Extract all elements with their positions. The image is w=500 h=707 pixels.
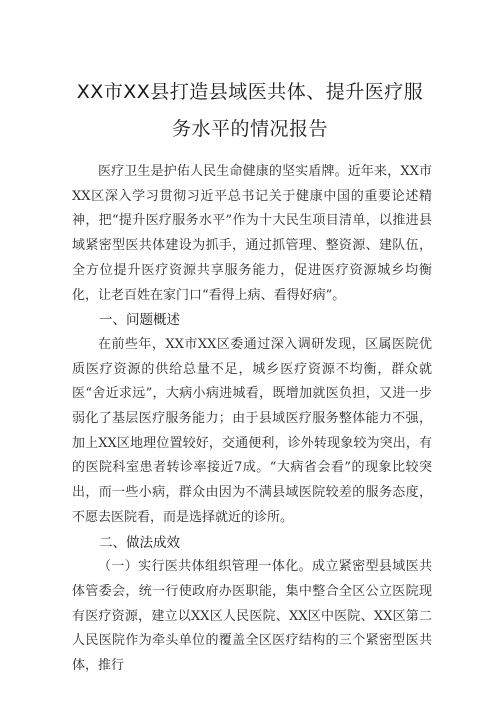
section-1-heading: 一、问题概述 <box>99 312 180 329</box>
document-title-line-1: XX市XX县打造县域医共体、提升医疗服 <box>76 81 424 103</box>
section-2-paragraph: （一）实行医共体组织管理一体化。成立紧密型县域医共体管委会，统一行使政府办医职能，集中整合全区公立医院现有医疗资源，建立以XX区人民医院、XX区中医院、XX区第二人民医院作为牵头单位的覆盖全区医疗结构的三个紧密型医共体，推行 <box>72 559 432 674</box>
document-title-line-2: 务水平的情况报告 <box>171 118 328 140</box>
document-body <box>72 160 432 679</box>
intro-paragraph: 医疗卫生是护佑人民生命健康的坚实盾牌。近年来，XX市XX区深入学习贯彻习近平总书记关于健康中国的重要论述精神，把“提升医疗服务水平”作为十大民生项目清单，以推进县域紧密型医共体建设为抓手，通过抓管理、整资源、建队伍，全方位提升医疗资源共享服务能力，促进医疗资源城乡均衡化，让老百姓在家门口“看得上病、看得好病”。 <box>72 164 432 303</box>
section-1-paragraph: 在前些年，XX市XX区委通过深入调研发现，区属医院优质医疗资源的供给总量不足，城乡医疗资源不均衡，群众就医“舍近求远”，大病小病进城看，既增加就医负担，又进一步弱化了基层医疗服务能力；由于县域医疗服务整体能力不强，加上XX区地理位置较好，交通便利，诊外转现象较为突出，有的医院科室患者转诊率接近7成。“大病省会看”的现象比较突出，而一些小病，群众由因为不满县域医院较差的服务态度，不愿去医院看，而是选择就近的诊所。 <box>72 336 432 525</box>
section-2-heading: 二、做法成效 <box>99 534 180 551</box>
